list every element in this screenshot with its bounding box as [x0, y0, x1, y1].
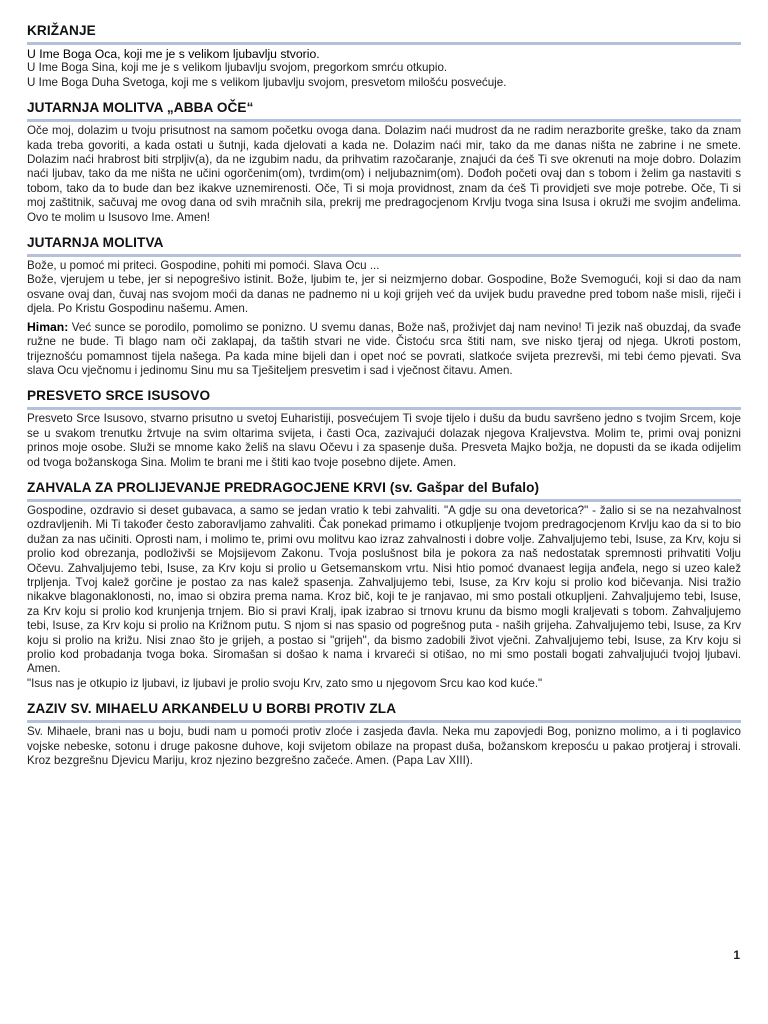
section-body [27, 412, 741, 470]
paragraph: Presveto Srce Isusovo, stvarno prisutno u svetoj Euharistiji, posvećujem Ti svoje tijelo i dušu da budu savršeno jedno s tvojim Srcem, koje se u svakom trenutku žrtvuje na svim oltarima svijeta, i časti Oca, zazivajući dolazak njegova Kraljevstva. Molim te, primi ovaj ponizni prinos moje osobe. Služi se mnome kako želiš na slavu Očevu i za spasenje duša. Presveta Majko božja, ne dopusti da se ikada odijelim od tvoga božanskoga Sina. Molim te brani me i štiti kao tvoje posebno dijete. Amen. [27, 412, 741, 469]
paragraph: Bože, vjerujem u tebe, jer si nepogrešivo istinit. Bože, ljubim te, jer si neizmjerno dobar. Gospodine, Bože Svemogući, koji si dao da nam osvane ovaj dan, čuvaj nas svojom moći da danas ne padnemo ni u koji grijeh već da uvijek budu pravedne pred tobom naše misli, riječi i djela. Po Kristu Gospodinu našemu. Amen. [27, 273, 741, 316]
paragraph: Gospodine, ozdravio si deset gubavaca, a samo se jedan vratio k tebi zahvaliti. "A gdje su ona devetorica?" - žalio si se na nezahvalnost ozdravljenih. Mi Ti također često zaboravljamo zahvaliti. Čak ponekad primamo i otkupljenje tvojom predragocjenom Krvlju kao da si to bio dužan za nas učiniti. Oprosti nam, i molimo te, primi ovu molitvu kao izraz zahvalnosti i dobre volje. Zahvaljujemo tebi, Isuse, za Krv, koju si prolio kod obrezanja, podloživši se Mojsijevom Zakonu. Tvoja poslušnost bila je pokora za naš nedostatak spremnosti prihvatiti Volju Očevu. Zahvaljujemo tebi, Isuse, za Krv koju si prolio u Getsemanskom vrtu. Nisi htio pomoć dvanaest legija anđela, nego si uzeo kalež trpljenja. Tvoj kalež gorčine je postao za nas kalež spasenja. Zahvaljujemo tebi, Isuse, za Krv koju si prolio kod bičevanja. Nisi tražio nikakve blagonaklonosti, no, imao si obzira prema nama. Kroz bič, koji te je ranjavao, mi smo postali otkupljeni. Zahvaljujemo tebi, Isuse, za Krv koju si prolio kod krunjenja trnjem. Bio si pravi Kralj, ipak izabrao si trnovu krunu da bismo mogli kraljevati s tobom. Zahvaljujemo tebi, Isuse, za Krv koju si prolio na Križnom putu. S njom si nas spasio od pogrešnog puta - naših grijeha. Zahvaljujemo tebi, Isuse, za Krv koju si prolio na križu. Nisi znao što je grijeh, a postao si "grijeh", da bismo zadobili život vječni. Zahvaljujemo tebi, Isuse, za Krv koju si prolio kod probadanja tvoga boka. Siromašan si došao k nama i krvareći si otišao, no mi smo postali bogati zahvaljujući tvojoj ljubavi. Amen. [27, 503, 741, 676]
section-body [27, 725, 741, 768]
section-zaziv-mihaelu [27, 700, 741, 768]
hymn-label: Himan: [27, 319, 69, 334]
quote-paragraph: "Isus nas je otkupio iz ljubavi, iz ljubavi je prolio svoju Krv, zato smo u njegovom Srcu kao kod kuće." [27, 676, 543, 690]
document-page [27, 22, 741, 777]
paragraph: Oče moj, dolazim u tvoju prisutnost na samom početku ovoga dana. Dolazim naći mudrost da ne radim nerazborite greške, tako da znam kada treba govoriti, a kada ostati u šutnji, kada djelovati a kada ne. Dolazim naći mir, tako da me danas ništa ne zabrine i ne smete. Dolazim naći hrabrost biti strpljiv(a), da ne izgubim nadu, da prihvatim razočaranje, znajući da ćeš Ti sve okrenuti na moje dobro. Dolazim naći ljubav, tako da me ništa ne učini ogorčenim(om), tvrdim(om) i neljubaznim(om). Dođoh početi ovaj dan s tobom i želim ga nastaviti s tobom, tako da to bude dan bez ikakve uznemirenosti. Oče, Ti si moja providnost, znam da ćeš Ti providjeti sve moje potrebe. Oče, Ti si moj zaštitnik, sačuvaj me ovog dana od svih mračnih sila, prekrij me predragocjenom Krvlju tvoga sina Isusa i okruži me svojim anđelima. Ovo te molim u Isusovo Ime. Amen! [27, 124, 741, 224]
paragraph: Bože, u pomoć mi priteci. Gospodine, pohiti mi pomoći. Slava Ocu ... [27, 259, 380, 273]
section-heading: PRESVETO SRCE ISUSOVO [27, 387, 741, 410]
hymn-paragraph [27, 320, 741, 379]
paragraph: U Ime Boga Duha Svetoga, koji me s velikom ljubavlju svojom, presvetom milošću posvećuje. [27, 75, 507, 89]
section-heading: JUTARNJA MOLITVA „ABBA OČE“ [27, 99, 741, 122]
page-number: 1 [733, 948, 740, 962]
section-heading: ZAZIV SV. MIHAELU ARKANĐELU U BORBI PROTIV ZLA [27, 700, 741, 723]
section-body [27, 504, 741, 691]
paragraph: U Ime Boga Oca, koji me je s velikom ljubavlju stvorio. [27, 47, 320, 61]
section-krizanje [27, 22, 741, 90]
paragraph: Sv. Mihaele, brani nas u boju, budi nam u pomoći protiv zloće i zasjeda đavla. Neka mu zapovjedi Bog, ponizno molimo, a i ti poglavico vojske nebeske, sotonu i druge pakosne duhove, koji svijetom obilaze na propast duša, božanskom kreposću u pakao protjeraj i strovali. Kroz bezgrešnu Djevicu Mariju, kroz njezino bezgrešno začeće. Amen. (Papa Lav XIII). [27, 725, 741, 768]
section-heading: ZAHVALA ZA PROLIJEVANJE PREDRAGOCJENE KRVI (sv. Gašpar del Bufalo) [27, 479, 741, 502]
paragraph: U Ime Boga Sina, koji me je s velikom ljubavlju svojom, pregorkom smrću otkupio. [27, 61, 448, 75]
section-jutarnja-molitva-abba-oce [27, 99, 741, 225]
hymn-text: Već sunce se porodilo, pomolimo se ponizno. U svemu danas, Bože naš, proživjet daj nam nevino! Ti jezik naš obuzdaj, da svađe ružne ne bude. Ti blago nam oči zaklapaj, da taštih stvari ne vide. Čistoću srca štiti nam, sve nisko tjeraj od njega. Ukroti postom, trijeznošću pomamnost tijela našega. Pa kada mine bijeli dan i opet noć se povrati, slatkoće svijeta prezrevši, mi tebi ćemo pjevati. Sva slava Ocu vječnomu i jedinomu Sinu mu sa Tješiteljem presvetim i sad i vječnost čitavu. Amen. [27, 320, 741, 377]
section-heading: JUTARNJA MOLITVA [27, 234, 741, 257]
section-heading: KRIŽANJE [27, 22, 741, 45]
section-body [27, 259, 741, 378]
section-zahvala-krv [27, 479, 741, 691]
section-body [27, 124, 741, 225]
section-jutarnja-molitva [27, 234, 741, 378]
section-presveto-srce [27, 387, 741, 470]
section-body [27, 47, 741, 90]
